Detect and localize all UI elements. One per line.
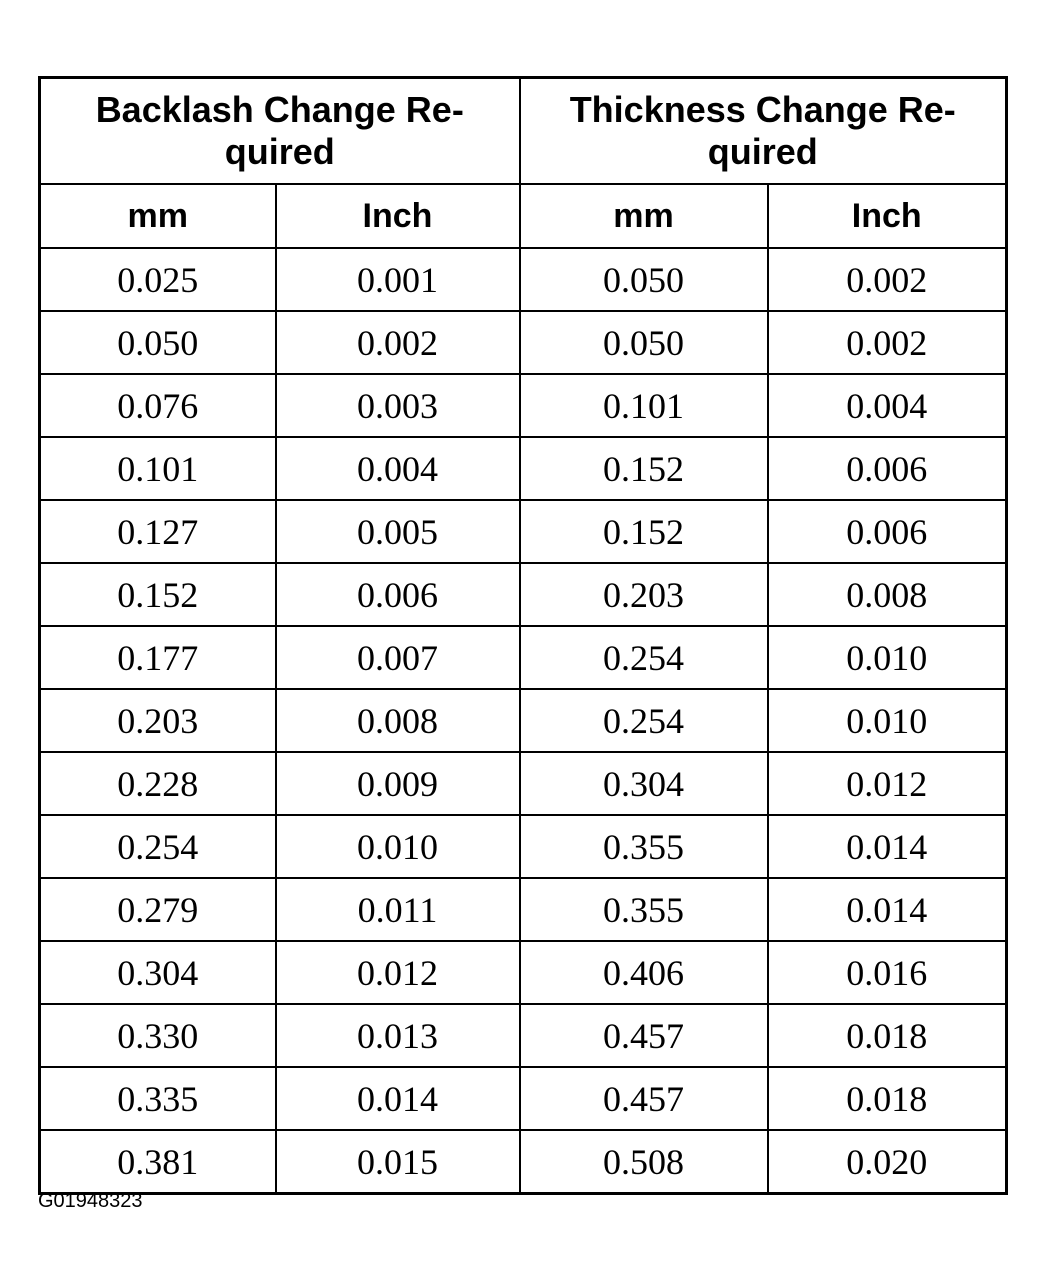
table-row <box>40 1067 1007 1130</box>
thickness-inch-cell: 0.018 <box>768 1004 1007 1067</box>
thickness-mm-cell: 0.304 <box>520 752 768 815</box>
table-row <box>40 500 1007 563</box>
backlash-table-container <box>38 76 1005 1182</box>
backlash-inch-cell: 0.003 <box>276 374 520 437</box>
thickness-mm-cell: 0.152 <box>520 500 768 563</box>
table-row <box>40 437 1007 500</box>
table-row <box>40 941 1007 1004</box>
table-row <box>40 815 1007 878</box>
thickness-inch-cell: 0.018 <box>768 1067 1007 1130</box>
table-row <box>40 878 1007 941</box>
thickness-inch-cell: 0.010 <box>768 626 1007 689</box>
backlash-change-header <box>40 78 520 185</box>
thickness-inch-cell: 0.010 <box>768 689 1007 752</box>
thickness-mm-cell: 0.406 <box>520 941 768 1004</box>
backlash-inch-cell: 0.013 <box>276 1004 520 1067</box>
thickness-mm-cell: 0.457 <box>520 1004 768 1067</box>
thickness-inch-cell: 0.002 <box>768 248 1007 311</box>
backlash-inch-cell: 0.008 <box>276 689 520 752</box>
thickness-mm-cell: 0.355 <box>520 815 768 878</box>
backlash-mm-cell: 0.330 <box>40 1004 276 1067</box>
thickness-change-header <box>520 78 1007 185</box>
thickness-mm-cell: 0.101 <box>520 374 768 437</box>
thickness-mm-cell: 0.457 <box>520 1067 768 1130</box>
thickness-mm-cell: 0.254 <box>520 626 768 689</box>
thickness-inch-cell: 0.004 <box>768 374 1007 437</box>
table-row <box>40 311 1007 374</box>
backlash-inch-cell: 0.014 <box>276 1067 520 1130</box>
backlash-mm-cell: 0.304 <box>40 941 276 1004</box>
backlash-mm-cell: 0.177 <box>40 626 276 689</box>
backlash-mm-cell: 0.254 <box>40 815 276 878</box>
backlash-mm-cell: 0.127 <box>40 500 276 563</box>
table-row <box>40 752 1007 815</box>
backlash-mm-cell: 0.076 <box>40 374 276 437</box>
thickness-change-label: Thickness Change Re-quired <box>569 89 956 172</box>
unit-header-row <box>40 184 1007 248</box>
table-body <box>40 248 1007 1194</box>
thickness-mm-cell: 0.508 <box>520 1130 768 1194</box>
thickness-inch-cell: 0.016 <box>768 941 1007 1004</box>
thickness-mm-cell: 0.203 <box>520 563 768 626</box>
backlash-inch-cell: 0.004 <box>276 437 520 500</box>
table-row <box>40 248 1007 311</box>
thickness-inch-cell: 0.012 <box>768 752 1007 815</box>
backlash-mm-cell: 0.335 <box>40 1067 276 1130</box>
backlash-mm-cell: 0.050 <box>40 311 276 374</box>
backlash-inch-cell: 0.012 <box>276 941 520 1004</box>
thickness-inch-cell: 0.006 <box>768 437 1007 500</box>
group-header-row <box>40 78 1007 185</box>
backlash-inch-cell: 0.001 <box>276 248 520 311</box>
thickness-inch-cell: 0.008 <box>768 563 1007 626</box>
backlash-mm-cell: 0.203 <box>40 689 276 752</box>
table-row <box>40 689 1007 752</box>
thickness-mm-cell: 0.050 <box>520 311 768 374</box>
thickness-inch-cell: 0.020 <box>768 1130 1007 1194</box>
table-row <box>40 1004 1007 1067</box>
backlash-mm-header: mm <box>40 184 276 248</box>
table-row <box>40 563 1007 626</box>
backlash-inch-cell: 0.005 <box>276 500 520 563</box>
backlash-change-label: Backlash Change Re-quired <box>95 89 464 172</box>
backlash-mm-cell: 0.279 <box>40 878 276 941</box>
backlash-inch-cell: 0.010 <box>276 815 520 878</box>
thickness-mm-cell: 0.050 <box>520 248 768 311</box>
backlash-thickness-table <box>38 76 1008 1195</box>
thickness-inch-cell: 0.014 <box>768 815 1007 878</box>
thickness-mm-cell: 0.254 <box>520 689 768 752</box>
table-row <box>40 374 1007 437</box>
backlash-inch-cell: 0.015 <box>276 1130 520 1194</box>
table-row <box>40 626 1007 689</box>
thickness-mm-header: mm <box>520 184 768 248</box>
thickness-inch-cell: 0.006 <box>768 500 1007 563</box>
figure-code: G01948323 <box>38 1190 143 1212</box>
backlash-inch-cell: 0.006 <box>276 563 520 626</box>
table-row <box>40 1130 1007 1194</box>
thickness-inch-cell: 0.002 <box>768 311 1007 374</box>
backlash-inch-cell: 0.009 <box>276 752 520 815</box>
backlash-inch-cell: 0.002 <box>276 311 520 374</box>
backlash-mm-cell: 0.101 <box>40 437 276 500</box>
backlash-mm-cell: 0.228 <box>40 752 276 815</box>
backlash-mm-cell: 0.025 <box>40 248 276 311</box>
backlash-inch-header: Inch <box>276 184 520 248</box>
backlash-inch-cell: 0.011 <box>276 878 520 941</box>
thickness-inch-cell: 0.014 <box>768 878 1007 941</box>
thickness-mm-cell: 0.152 <box>520 437 768 500</box>
thickness-inch-header: Inch <box>768 184 1007 248</box>
backlash-mm-cell: 0.152 <box>40 563 276 626</box>
thickness-mm-cell: 0.355 <box>520 878 768 941</box>
backlash-inch-cell: 0.007 <box>276 626 520 689</box>
backlash-mm-cell: 0.381 <box>40 1130 276 1194</box>
